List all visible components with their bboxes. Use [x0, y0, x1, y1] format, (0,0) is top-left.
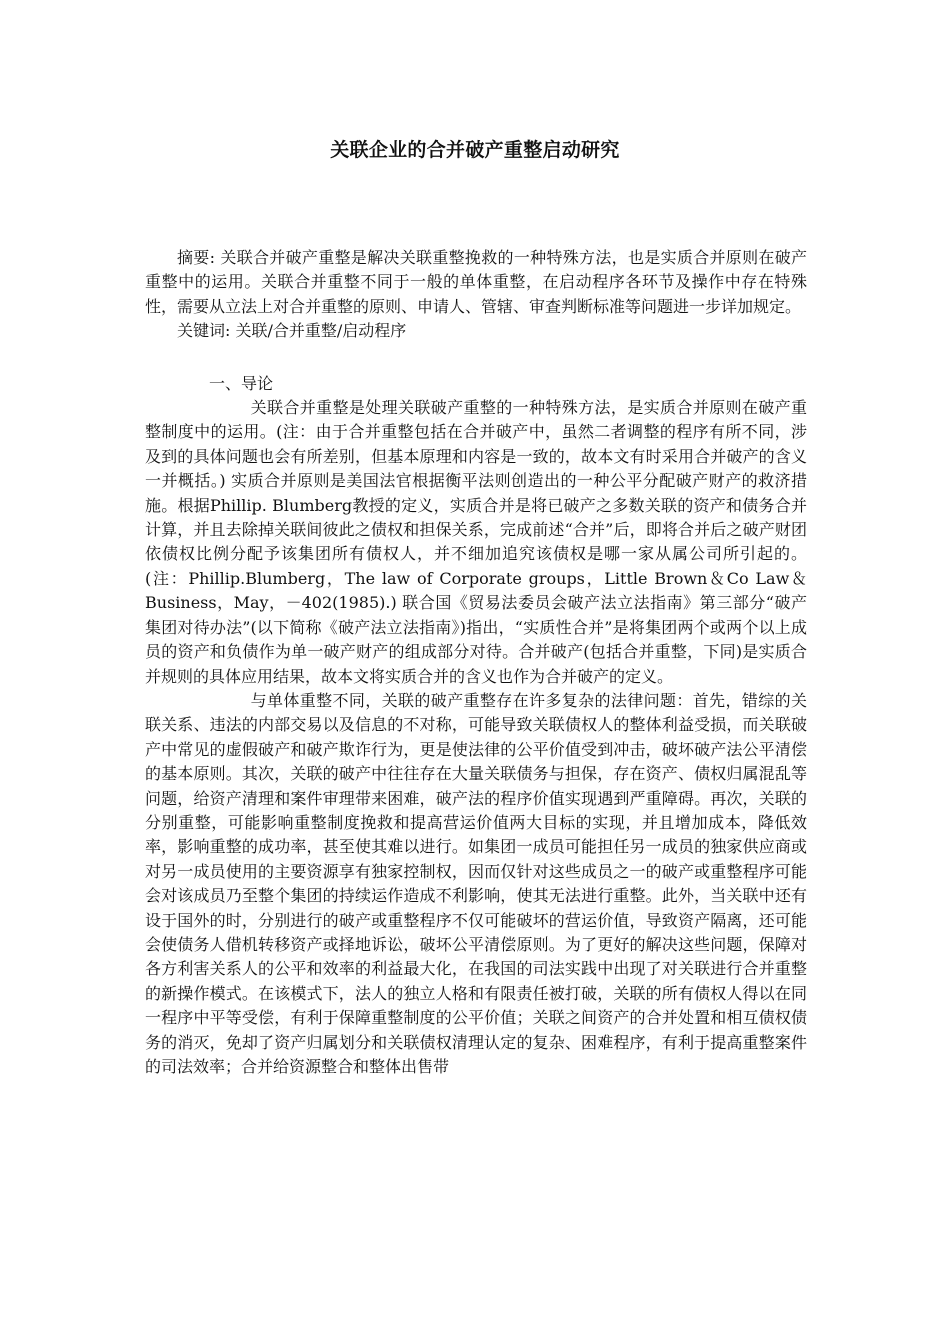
abstract-paragraph: 摘要: 关联合并破产重整是解决关联重整挽救的一种特殊方法，也是实质合并原则在破产重整中的运用。关联合并重整不同于一般的单体重整，在启动程序各环节及操作中存在特殊性，需要从立法上对合并重整的原则、申请人、管辖、审查判断标准等问题进一步详加规定。	[145, 248, 807, 316]
body-paragraph: 与单体重整不同，关联的破产重整存在许多复杂的法律问题：首先，错综的关联关系、违法的内部交易以及信息的不对称，可能导致关联债权人的整体利益受损，而关联破产中常见的虚假破产和破产欺诈行为，更是使法律的公平价值受到冲击，破坏破产法公平清偿的基本原则。其次，关联的破产中往往存在大量关联债务与担保，存在资产、债权归属混乱等问题，给资产清理和案件审理带来困难，破产法的程序价值实现遇到严重障碍。再次，关联的分别重整，可能影响重整制度挽救和提高营运价值两大目标的实现，并且增加成本，降低效率，影响重整的成功率，甚至使其难以进行。如集团一成员可能担任另一成员的独家供应商或对另一成员使用的主要资源享有独家控制权，因而仅针对这些成员之一的破产或重整程序可能会对该成员乃至整个集团的持续运作造成不利影响，使其无法进行重整。此外，当关联中还有设于国外的时，分别进行的破产或重整程序不仅可能破坏的营运价值，导致资产隔离，还可能会使债务人借机转移资产或择地诉讼，破坏公平清偿原则。为了更好的解决这些问题，保障对各方利害关系人的公平和效率的利益最大化，在我国的司法实践中出现了对关联进行合并重整的新操作模式。在该模式下，法人的独立人格和有限责任被打破，关联的所有债权人得以在同一程序中平等受偿，有利于保障重整制度的公平价值；关联之间资产的合并处置和相互债权债务的消灭，免却了资产归属划分和关联债权清理认定的复杂、困难程序，有利于提高重整案件的司法效率；合并给资源整合和整体出售带	[145, 690, 807, 1076]
body-paragraph: 关联合并重整是处理关联破产重整的一种特殊方法，是实质合并原则在破产重整制度中的运用。(注：由于合并重整包括在合并破产中，虽然二者调整的程序有所不同，涉及到的具体问题也会有所差别，但基本原理和内容是一致的，故本文有时采用合并破产的含义一并概括。) 实质合并原则是美国法官根据衡平法则创造出的一种公平分配破产财产的救济措施。根据Phillip. Blumberg教授的定义，实质合并是将已破产之多数关联的资产和债务合并计算，并且去除掉关联间彼此之债权和担保关系，完成前述“合并”后，即将合并后之破产财团依债权比例分配予该集团所有债权人，并不细加追究该债权是哪一家从属公司所引起的。(注：Phillip.Blumberg，The law of Corporate groups，Little Brown＆Co Law＆Business，May，－402(1985).) 联合国《贸易法委员会破产法立法指南》第三部分“破产集团对待办法”(以下简称《破产法立法指南》)指出，“实质性合并”是将集团两个或两个以上成员的资产和负债作为单一破产财产的组成部分对待。合并破产(包括合并重整，下同)是实质合并规则的具体应用结果，故本文将实质合并的含义也作为合并破产的定义。	[145, 398, 807, 686]
document-title: 关联企业的合并破产重整启动研究	[330, 138, 620, 161]
document-body	[145, 246, 807, 1079]
keywords-line: 关键词: 关联/合并重整/启动程序	[177, 321, 407, 341]
section-heading: 一、导论	[209, 373, 274, 393]
